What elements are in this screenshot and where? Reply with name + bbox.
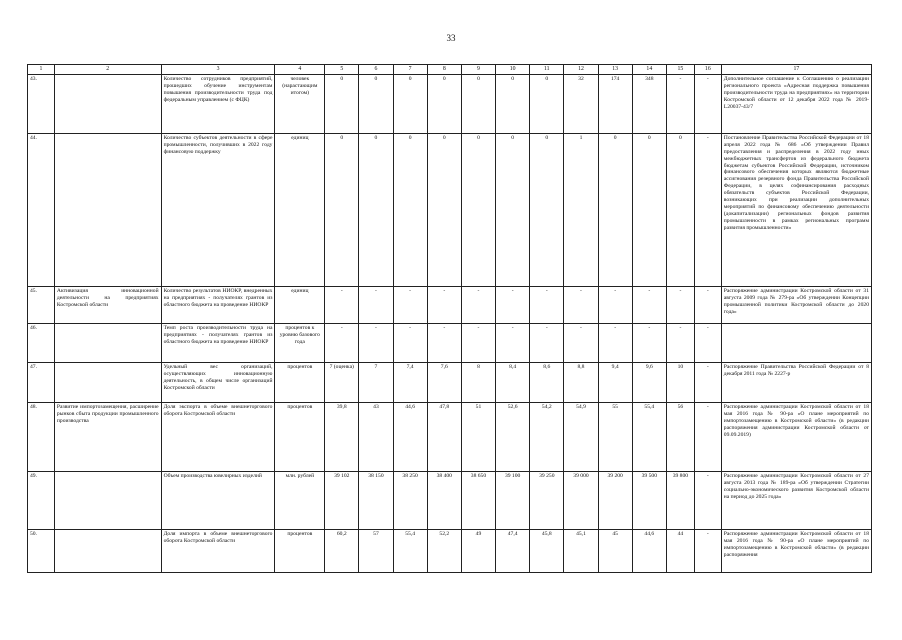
value-cell: 0 <box>461 74 495 133</box>
value-cell: 0 <box>325 133 359 286</box>
task-name-cell <box>54 471 161 529</box>
value-cell: 7 <box>359 362 393 402</box>
value-cell: - <box>359 286 393 323</box>
header-cell: 10 <box>496 65 530 75</box>
task-name-cell: Развитие импортозамещения, расширение рынков сбыта продукции промышленного производства <box>54 402 161 471</box>
header-cell: 11 <box>530 65 564 75</box>
value-cell: - <box>666 323 694 362</box>
value-cell: 51 <box>461 402 495 471</box>
unit-cell: единиц <box>275 133 325 286</box>
value-cell: - <box>694 362 721 402</box>
value-cell: 55,4 <box>632 402 666 471</box>
value-cell: 44 <box>666 529 694 572</box>
table-row <box>28 74 872 133</box>
value-cell: 0 <box>393 74 427 133</box>
header-cell: 9 <box>461 65 495 75</box>
value-cell: 8,4 <box>496 362 530 402</box>
table-row <box>28 471 872 529</box>
value-cell: 55,4 <box>393 529 427 572</box>
value-cell: - <box>694 402 721 471</box>
value-cell: - <box>666 74 694 133</box>
value-cell: 0 <box>427 133 461 286</box>
source-document-cell: Распоряжение администрации Костромской области от 18 мая 2016 года № 90-ра «О плане мероприятий по импортозамещению в Костромской области» (в редакции распоряжения <box>721 529 871 572</box>
table-row <box>28 323 872 362</box>
value-cell: 0 <box>461 133 495 286</box>
row-number: 44. <box>28 133 55 286</box>
task-name-cell <box>54 362 161 402</box>
value-cell: 0 <box>359 133 393 286</box>
table-row <box>28 286 872 323</box>
value-cell: 7 (оценка) <box>325 362 359 402</box>
value-cell: - <box>598 323 632 362</box>
value-cell: 45,8 <box>530 529 564 572</box>
value-cell: 9,4 <box>598 362 632 402</box>
task-name-cell <box>54 323 161 362</box>
header-cell: 3 <box>161 65 275 75</box>
value-cell: 49 <box>461 529 495 572</box>
value-cell: 0 <box>666 133 694 286</box>
value-cell: 0 <box>632 133 666 286</box>
value-cell: 54,9 <box>564 402 598 471</box>
value-cell: 44,6 <box>393 402 427 471</box>
value-cell: - <box>496 286 530 323</box>
indicators-table <box>27 64 872 573</box>
value-cell: 54,2 <box>530 402 564 471</box>
indicator-name-cell: Объем производства ювелирных изделий <box>161 471 275 529</box>
value-cell: - <box>694 471 721 529</box>
value-cell: - <box>359 323 393 362</box>
source-document-cell: Дополнительное соглашение к Соглашению о реализации регионального проекта «Адресная поддержка повышения производительности труда на предприятиях» на территории Костромской области от 12 декабря 2022 года № 2019-L20037-43/7 <box>721 74 871 133</box>
value-cell: 9,6 <box>632 362 666 402</box>
row-number: 47. <box>28 362 55 402</box>
row-number: 49. <box>28 471 55 529</box>
column-number-header <box>28 65 872 75</box>
table-row <box>28 529 872 572</box>
value-cell: 44,6 <box>632 529 666 572</box>
value-cell: - <box>325 286 359 323</box>
value-cell: 39 200 <box>598 471 632 529</box>
page-number: 33 <box>446 33 456 43</box>
value-cell: 1 <box>564 133 598 286</box>
value-cell: 47,4 <box>496 529 530 572</box>
unit-cell: процентов <box>275 402 325 471</box>
value-cell: - <box>393 286 427 323</box>
unit-cell: человек (нарастающим итогом) <box>275 74 325 133</box>
value-cell: 348 <box>632 74 666 133</box>
source-document-cell: Распоряжение Правительства Российской Федерации от 8 декабря 2011 года № 2227-р <box>721 362 871 402</box>
indicator-name-cell: Доля импорта в объеме внешнеторгового оборота Костромской области <box>161 529 275 572</box>
value-cell: 38 250 <box>393 471 427 529</box>
value-cell: 52,6 <box>496 402 530 471</box>
value-cell: 45 <box>598 529 632 572</box>
value-cell: - <box>564 286 598 323</box>
unit-cell: процентов к уровню базового года <box>275 323 325 362</box>
source-document-cell: Распоряжение администрации Костромской области от 18 мая 2016 года № 90-ра «О плане мероприятий по импортозамещению в Костромской области» (в редакции распоряжения администрации Костромской области от 09.09.2019) <box>721 402 871 471</box>
value-cell: - <box>564 323 598 362</box>
value-cell: 43 <box>359 402 393 471</box>
value-cell: 0 <box>496 74 530 133</box>
indicator-name-cell: Удельный вес организаций, осуществляющих инновационную деятельность, в общем числе организаций Костромской области <box>161 362 275 402</box>
value-cell: 0 <box>359 74 393 133</box>
value-cell: - <box>598 286 632 323</box>
value-cell: 39 500 <box>632 471 666 529</box>
header-cell: 15 <box>666 65 694 75</box>
source-document-cell: Распоряжение администрации Костромской области от 31 августа 2009 года № 279-ра «Об утверждении Концепции промышленной политики Костромской области до 2020 года» <box>721 286 871 323</box>
value-cell: 0 <box>427 74 461 133</box>
value-cell: 39,8 <box>325 402 359 471</box>
indicator-name-cell: Количество сотрудников предприятий, прошедших обучение инструментам повышения производительности труда под федеральным управлением (с ФЦК) <box>161 74 275 133</box>
header-cell: 6 <box>359 65 393 75</box>
value-cell: 39 800 <box>666 471 694 529</box>
header-cell: 14 <box>632 65 666 75</box>
value-cell: 0 <box>496 133 530 286</box>
table-row <box>28 362 872 402</box>
value-cell: 0 <box>325 74 359 133</box>
value-cell: - <box>530 323 564 362</box>
value-cell: 39 102 <box>325 471 359 529</box>
value-cell: 60,2 <box>325 529 359 572</box>
value-cell: - <box>325 323 359 362</box>
value-cell: 0 <box>530 133 564 286</box>
value-cell: 45,1 <box>564 529 598 572</box>
row-number: 48. <box>28 402 55 471</box>
unit-cell: процентов <box>275 362 325 402</box>
task-name-cell <box>54 74 161 133</box>
value-cell: - <box>530 286 564 323</box>
header-cell: 5 <box>325 65 359 75</box>
table-row <box>28 402 872 471</box>
header-cell: 13 <box>598 65 632 75</box>
source-document-cell: Постановление Правительства Российской Федерации от 18 апреля 2022 года № 686 «Об утверждении Правил предоставления и распределения в 2022 году иных межбюджетных трансфертов из федерального бюджета бюджетам субъектов Российской Федерации, источником финансового обеспечения которых являются бюджетные ассигнования резервного фонда Правительства Российской Федерации, в целях софинансирования расходных обязательств субъектов Российской Федерации, возникающих при реализации дополнительных мероприятий по финансовому обеспечению деятельности (докапитализации) региональных фондов развития промышленности в рамках региональных программ развития промышленности» <box>721 133 871 286</box>
header-cell: 8 <box>427 65 461 75</box>
value-cell: 56 <box>666 402 694 471</box>
value-cell: 38 150 <box>359 471 393 529</box>
value-cell: - <box>496 323 530 362</box>
header-cell: 2 <box>54 65 161 75</box>
row-number: 43. <box>28 74 55 133</box>
value-cell: 174 <box>598 74 632 133</box>
source-document-cell: Распоряжение администрации Костромской области от 27 августа 2013 года № 189-ра «Об утверждении Стратегии социально-экономического развития Костромской области на период до 2025 года» <box>721 471 871 529</box>
header-cell: 17 <box>721 65 871 75</box>
value-cell: 39 100 <box>496 471 530 529</box>
value-cell: - <box>632 286 666 323</box>
value-cell: 52,2 <box>427 529 461 572</box>
value-cell: 8,6 <box>530 362 564 402</box>
value-cell: 57 <box>359 529 393 572</box>
task-name-cell: Активизация инновационной деятельности на предприятиях Костромской области <box>54 286 161 323</box>
value-cell: - <box>694 133 721 286</box>
value-cell: - <box>666 286 694 323</box>
unit-cell: единиц <box>275 286 325 323</box>
row-number: 46. <box>28 323 55 362</box>
table-row <box>28 133 872 286</box>
value-cell: 7,4 <box>393 362 427 402</box>
value-cell: - <box>461 286 495 323</box>
indicator-name-cell: Доля экспорта в объеме внешнеторгового оборота Костромской области <box>161 402 275 471</box>
header-cell: 4 <box>275 65 325 75</box>
indicator-name-cell: Количество субъектов деятельности в сфере промышленности, получивших в 2022 году финансовую поддержку <box>161 133 275 286</box>
value-cell: 7,6 <box>427 362 461 402</box>
header-cell: 7 <box>393 65 427 75</box>
unit-cell: млн. рублей <box>275 471 325 529</box>
value-cell: - <box>694 529 721 572</box>
value-cell: - <box>461 323 495 362</box>
value-cell: 47,8 <box>427 402 461 471</box>
value-cell: - <box>427 286 461 323</box>
value-cell: 38 650 <box>461 471 495 529</box>
source-document-cell <box>721 323 871 362</box>
value-cell: 0 <box>393 133 427 286</box>
header-cell: 1 <box>28 65 55 75</box>
value-cell: - <box>427 323 461 362</box>
indicator-name-cell: Количество результатов НИОКР, внедренных на предприятиях - получателях грантов из областного бюджета на проведение НИОКР <box>161 286 275 323</box>
value-cell: 8,8 <box>564 362 598 402</box>
value-cell: 8 <box>461 362 495 402</box>
value-cell: - <box>632 323 666 362</box>
value-cell: 39 000 <box>564 471 598 529</box>
indicator-name-cell: Темп роста производительности труда на предприятиях - получателях грантов из областного бюджета на проведение НИОКР <box>161 323 275 362</box>
value-cell: 39 250 <box>530 471 564 529</box>
value-cell: 38 400 <box>427 471 461 529</box>
value-cell: 10 <box>666 362 694 402</box>
header-cell: 12 <box>564 65 598 75</box>
value-cell: - <box>393 323 427 362</box>
row-number: 45. <box>28 286 55 323</box>
unit-cell: процентов <box>275 529 325 572</box>
task-name-cell <box>54 529 161 572</box>
header-cell: 16 <box>694 65 721 75</box>
task-name-cell <box>54 133 161 286</box>
table-body <box>28 65 872 573</box>
row-number: 50. <box>28 529 55 572</box>
value-cell: 32 <box>564 74 598 133</box>
value-cell: 0 <box>530 74 564 133</box>
value-cell: 55 <box>598 402 632 471</box>
value-cell: - <box>694 286 721 323</box>
value-cell: 0 <box>598 133 632 286</box>
value-cell: - <box>694 74 721 133</box>
value-cell: - <box>694 323 721 362</box>
